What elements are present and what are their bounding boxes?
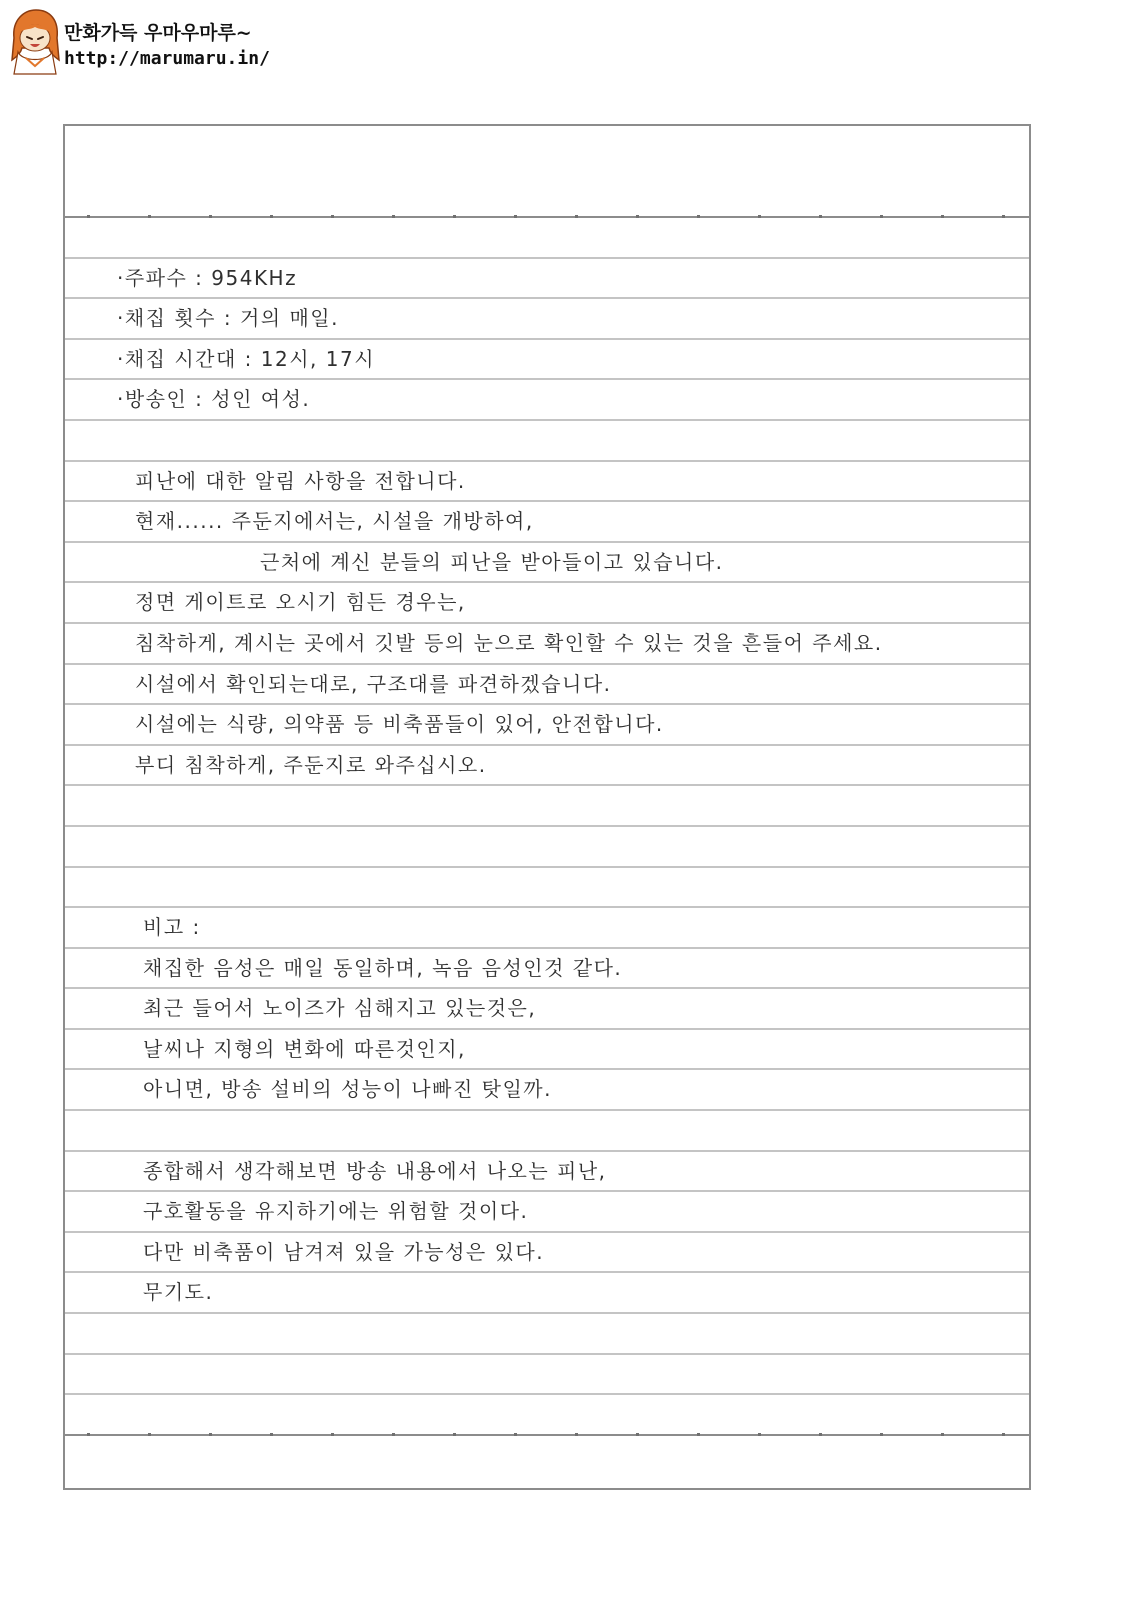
ruled-line-empty <box>65 1111 1029 1152</box>
ruled-line-empty <box>65 218 1029 259</box>
conclusion-line <box>65 1152 1029 1193</box>
conclusion-text: 종합해서 생각해보면 방송 내용에서 나오는 피난, <box>143 1158 607 1183</box>
notice-line <box>65 543 1029 584</box>
conclusion-line <box>65 1192 1029 1233</box>
ruled-line-empty <box>65 421 1029 462</box>
ruled-line-empty <box>65 868 1029 909</box>
notice-text: 정면 게이트로 오시기 힘든 경우는, <box>135 590 466 615</box>
log-field-collection-time <box>65 340 1029 381</box>
log-field-text: ·채집 횟수 : 거의 매일. <box>117 306 339 331</box>
ruled-lines <box>65 218 1029 1436</box>
remarks-text: 채집한 음성은 매일 동일하며, 녹음 음성인것 같다. <box>143 955 623 980</box>
remarks-heading-line <box>65 908 1029 949</box>
log-field-broadcaster <box>65 380 1029 421</box>
notice-line <box>65 624 1029 665</box>
notice-text: 피난에 대한 알림 사항을 전합니다. <box>135 468 466 493</box>
conclusion-text: 구호활동을 유지하기에는 위험할 것이다. <box>143 1199 529 1224</box>
notebook-page <box>63 124 1031 1490</box>
remarks-line <box>65 949 1029 990</box>
ruler-dots-bottom <box>65 1433 1029 1436</box>
log-field-text: ·방송인 : 성인 여성. <box>117 387 311 412</box>
ruled-line-empty <box>65 1314 1029 1355</box>
remarks-text: 최근 들어서 노이즈가 심해지고 있는것은, <box>143 996 537 1021</box>
remarks-line <box>65 989 1029 1030</box>
notice-line <box>65 665 1029 706</box>
remarks-text: 아니면, 방송 설비의 성능이 나빠진 탓일까. <box>143 1077 552 1102</box>
notebook-header-box <box>65 126 1029 218</box>
ruled-line-empty <box>65 1395 1029 1436</box>
notice-text: 현재...... 주둔지에서는, 시설을 개방하여, <box>135 509 534 534</box>
notice-text: 시설에는 식량, 의약품 등 비축품들이 있어, 안전합니다. <box>135 712 664 737</box>
notebook-footer-box <box>65 1436 1029 1488</box>
ruled-line-empty <box>65 786 1029 827</box>
conclusion-line <box>65 1233 1029 1274</box>
conclusion-text: 무기도. <box>143 1280 214 1305</box>
notice-text: 시설에서 확인되는대로, 구조대를 파견하겠습니다. <box>135 671 612 696</box>
notice-line <box>65 705 1029 746</box>
log-field-text: ·채집 시간대 : 12시, 17시 <box>117 346 376 371</box>
conclusion-text: 다만 비축품이 남겨져 있을 가능성은 있다. <box>143 1239 545 1264</box>
conclusion-line <box>65 1273 1029 1314</box>
ruled-line-empty <box>65 827 1029 868</box>
remarks-line <box>65 1070 1029 1111</box>
log-field-collection-count <box>65 299 1029 340</box>
notice-text: 근처에 계신 분들의 피난을 받아들이고 있습니다. <box>260 549 724 574</box>
notice-text: 침착하게, 계시는 곳에서 깃발 등의 눈으로 확인할 수 있는 것을 흔들어 주세요. <box>135 630 883 655</box>
umaru-character-icon <box>8 8 62 76</box>
notice-line <box>65 462 1029 503</box>
watermark-url: http://marumaru.in/ <box>64 48 270 69</box>
log-field-frequency <box>65 259 1029 300</box>
watermark-title: 만화가득 우마우마루~ <box>64 22 252 44</box>
watermark-logo <box>6 6 270 78</box>
notice-text: 부디 침착하게, 주둔지로 와주십시오. <box>135 752 487 777</box>
log-field-text: ·주파수 : 954KHz <box>117 265 298 290</box>
remarks-heading: 비고 : <box>143 915 201 940</box>
ruler-dots-top <box>65 215 1029 218</box>
ruled-line-empty <box>65 1355 1029 1396</box>
notice-line <box>65 746 1029 787</box>
remarks-text: 날씨나 지형의 변화에 따른것인지, <box>143 1036 466 1061</box>
notice-line <box>65 583 1029 624</box>
notice-line <box>65 502 1029 543</box>
remarks-line <box>65 1030 1029 1071</box>
